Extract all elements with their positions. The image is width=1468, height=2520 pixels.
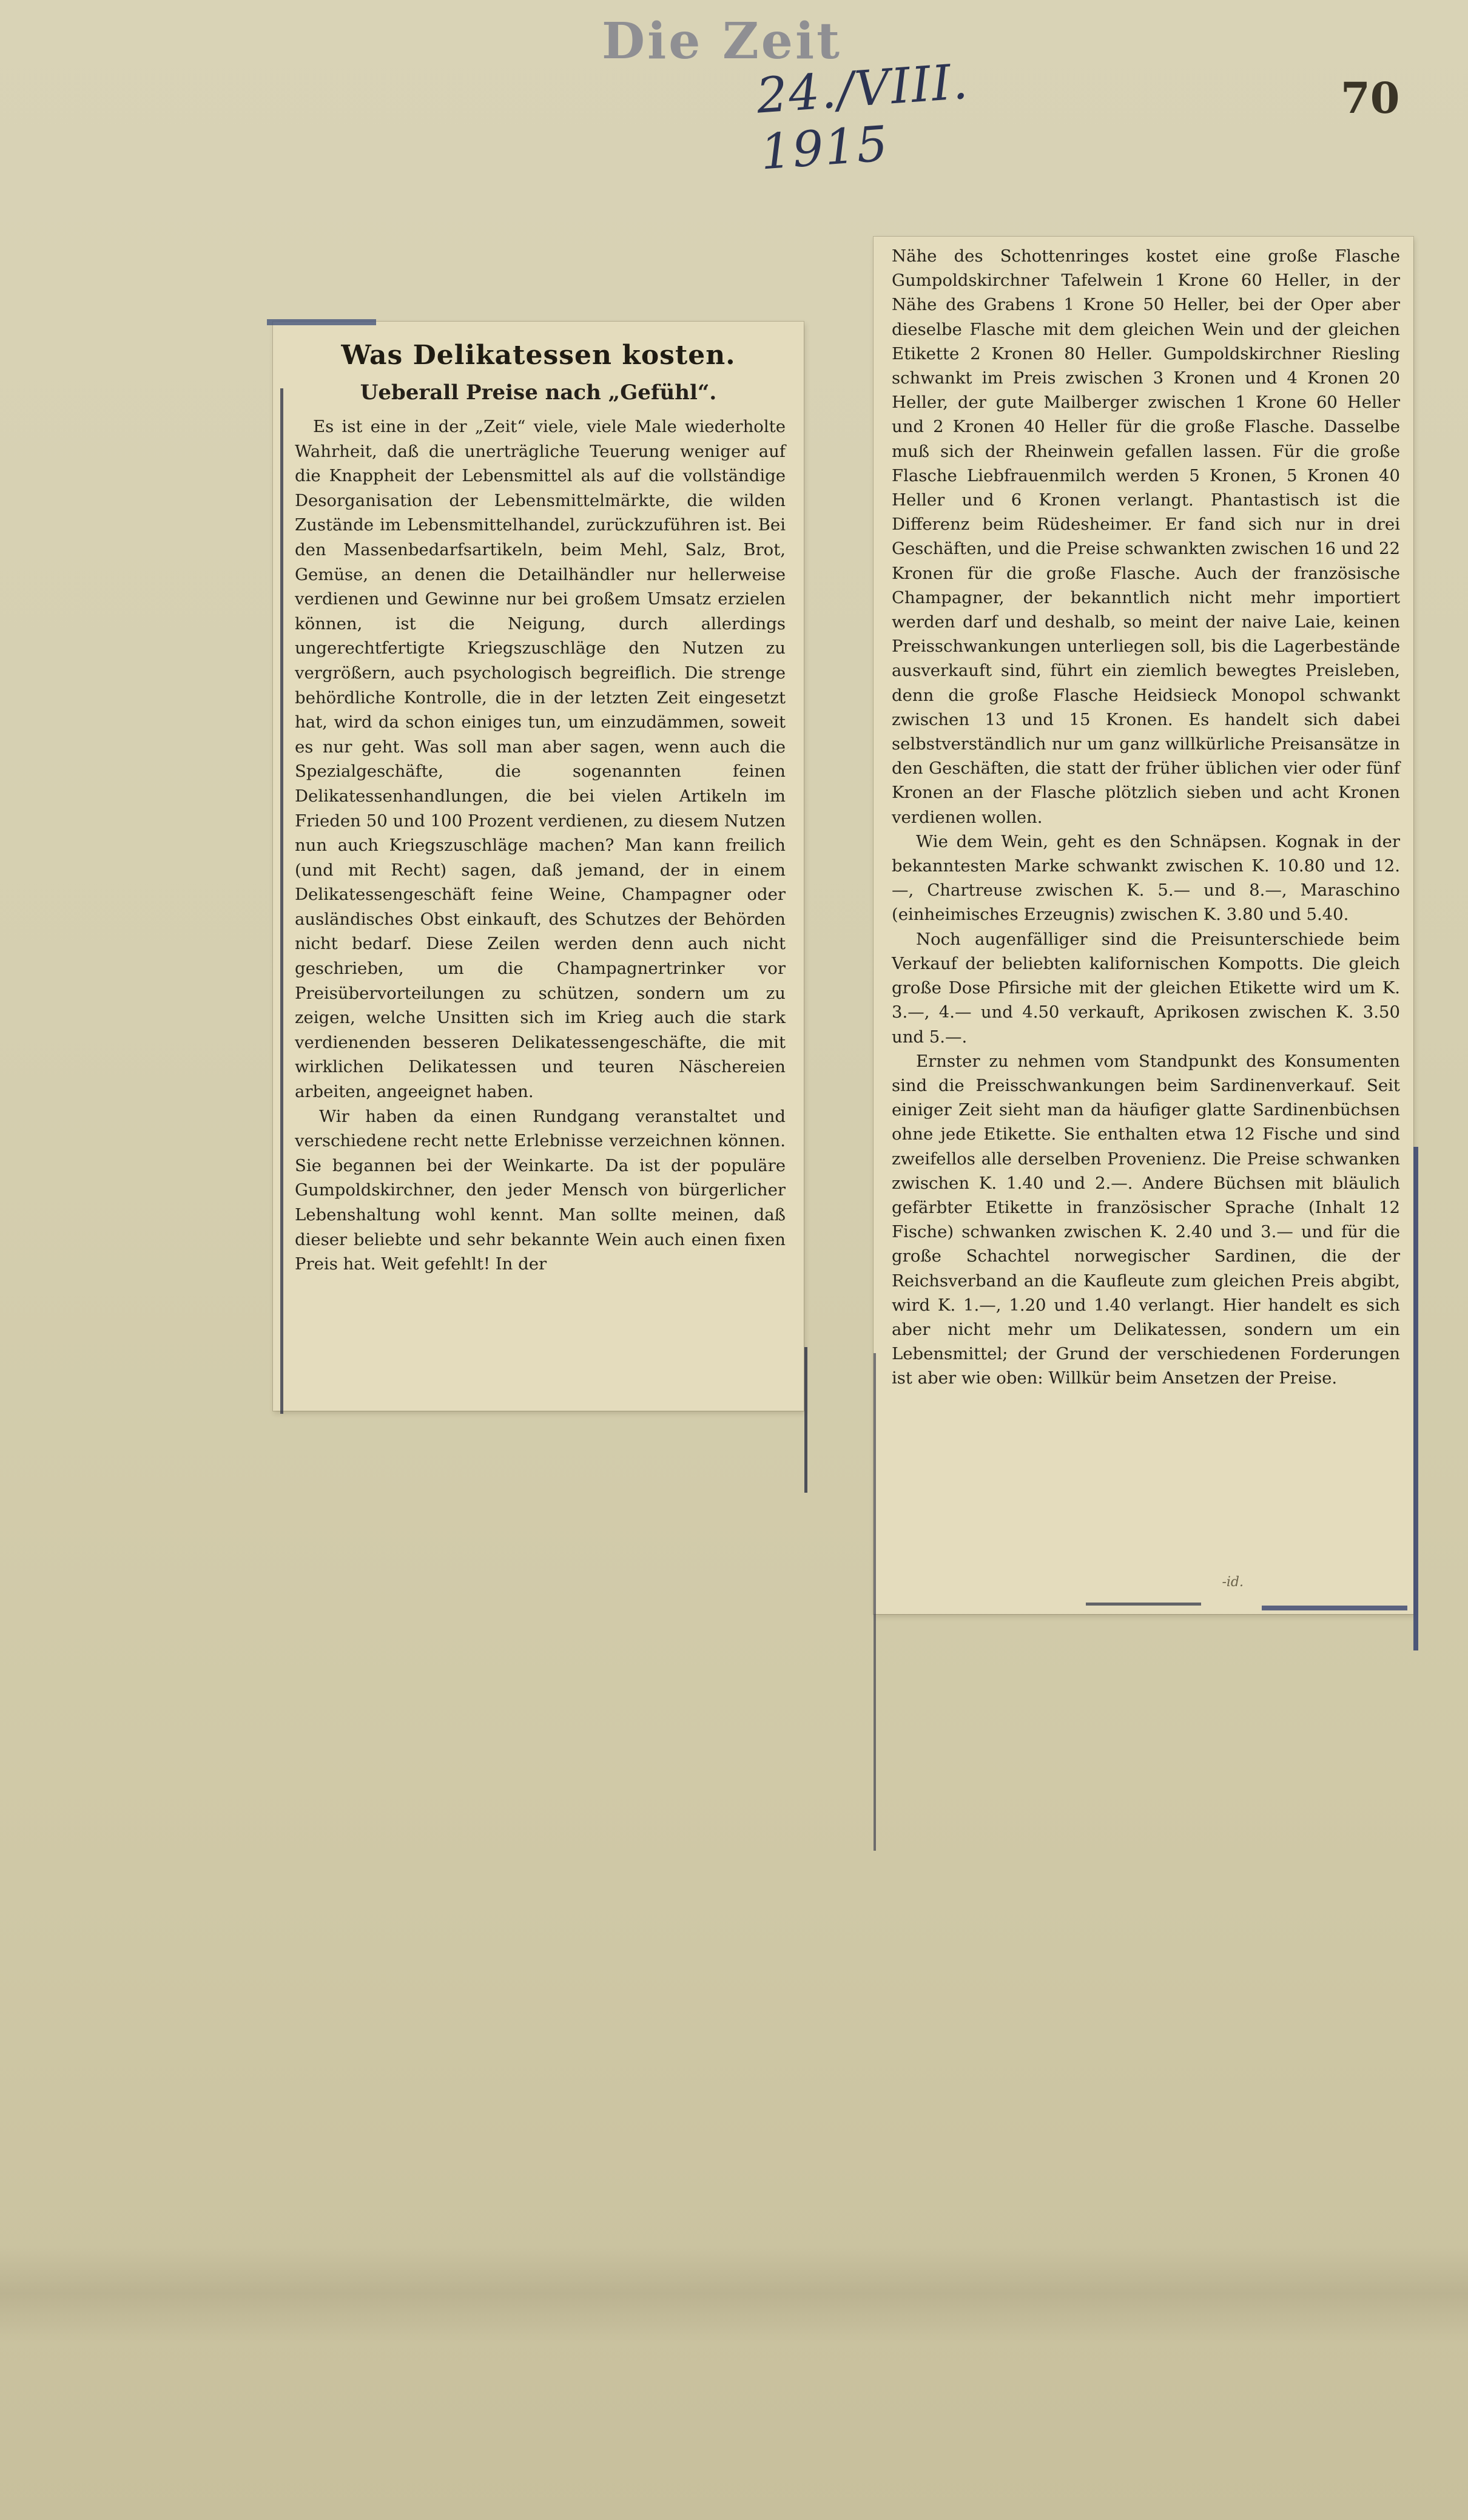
- column-rule: [1086, 1603, 1201, 1606]
- blue-pencil-mark: [1262, 1606, 1407, 1610]
- paragraph: Wie dem Wein, geht es den Schnäpsen. Kognak in der bekanntesten Marke schwankt zwischen K. 10.80 und 12.—, Chartreuse zwischen K. 5.— und 8.—, Maraschino (einheimisches Erzeugnis) zwischen K. 3.80 und 5.40.: [892, 831, 1400, 925]
- paragraph: Es ist eine in der „Zeit“ viele, viele Male wiederholte Wahrheit, daß die unerträgliche Teuerung weniger auf die Knappheit der Lebensmittel als auf die vollständige Desorganisation der Lebensmittelmärkte, die wilden Zustände im Lebensmittelhandel, zurückzuführen ist. Bei den Massenbedarfsartikeln, beim Mehl, Salz, Brot, Gemüse, an denen die Detailhändler nur hellerweise verdienen und Gewinne nur bei großem Umsatz erzielen können, ist die Neigung, durch allerdings ungerechtfertigte Kriegszuschläge den Nutzen zu vergrößern, auch psychologisch begreiflich. Die strenge behördliche Kontrolle, die in der letzten Zeit eingesetzt hat, wird da schon einiges tun, um einzudämmen, soweit es nur geht. Was soll man aber sagen, wenn auch die Spezialgeschäfte, die sogenannten feinen Delikatessenhandlungen, die bei vielen Artikeln im Frieden 50 und 100 Prozent verdienen, zu diesem Nutzen nun auch Kriegszuschläge machen? Man kann freilich (und mit Recht) sagen, daß jemand, der in einem Delikatessengeschäft feine Weine, Champagner oder ausländisches Obst einkauft, des Schutzes der Behörden nicht bedarf. Diese Zeilen werden denn auch nicht geschrieben, um die Champagnertrinker vor Preisübervorteilungen zu schützen, sondern um zu zeigen, welche Unsitten sich im Krieg auch die stark verdienenden besseren Delikatessengeschäfte, die mit wirklichen Delikatessen und teuren Näschereien arbeiten, angeeignet haben.: [295, 417, 786, 1102]
- paragraph: Noch augenfälliger sind die Preisunterschiede beim Verkauf der beliebten kalifornischen Kompotts. Die gleich große Dose Pfirsiche mit der gleichen Etikette wird um K. 3.—, 4.— und 4.50 verkauft, Aprikosen zwischen K. 3.50 und 5.—.: [892, 929, 1400, 1047]
- article-title: Was Delikatessen kosten.: [341, 340, 736, 371]
- paragraph: Ernster zu nehmen vom Standpunkt des Konsumenten sind die Preisschwankungen beim Sardinenverkauf. Seit einiger Zeit sieht man da häufiger glatte Sardinenbüchsen ohne jede Etikette. Sie enthalten etwa 12 Fische und sind zweifellos alle derselben Provenienz. Die Preise schwanken zwischen K. 1.40 und 2.—. Andere Büchsen mit bläulich gefärbter Etikette in französischer Sprache (Inhalt 12 Fische) schwanken zwischen K. 2.40 und 3.— und für die große Schachtel norwegischer Sardinen, die der Reichsverband an die Kaufleute zum gleichen Preis abgibt, wird K. 1.—, 1.20 und 1.40 verlangt. Hier handelt es sich aber nicht mehr um Delikatessen, sondern um ein Lebensmittel; der Grund der verschiedenen Forderungen ist aber wie oben: Willkür beim Ansetzen der Preise.: [892, 1051, 1400, 1388]
- blue-pencil-mark: [267, 319, 376, 325]
- handwritten-date: 24./VIII. 1915: [755, 53, 971, 181]
- clipping-left-column: [273, 322, 804, 1411]
- paragraph: Nähe des Schottenringes kostet eine große Flasche Gumpoldskirchner Tafelwein 1 Krone 60 Heller, in der Nähe des Grabens 1 Krone 50 Heller, bei der Oper aber dieselbe Flasche mit dem gleichen Wein und der gleichen Etikette 2 Kronen 80 Heller. Gumpoldskirchner Riesling schwankt im Preis zwischen 3 Kronen und 4 Kronen 20 Heller, der gute Mailberger zwischen 1 Krone 60 Heller und 2 Kronen 40 Heller für die große Flasche. Dasselbe muß sich der Rheinwein gefallen lassen. Für die große Flasche Liebfrauenmilch werden 5 Kronen, 5 Kronen 40 Heller und 6 Kronen verlangt. Phantastisch ist die Differenz beim Rüdesheimer. Er fand sich nur in drei Geschäften, und die Preise schwankten zwischen 16 und 22 Kronen für die große Flasche. Auch der französische Champagner, der bekanntlich nicht mehr importiert werden darf und deshalb, so meint der naive Laie, keinen Preisschwankungen unterliegen soll, bis die Lagerbestände ausverkauft sind, führt ein ziemlich bewegtes Preisleben, denn die große Flasche Heidsieck Monopol schwankt zwischen 13 und 15 Kronen. Es handelt sich dabei selbstverständlich nur um ganz willkürliche Preisansätze in den Geschäften, die statt der früher üblichen vier oder fünf Kronen an der Flasche plötzlich sieben und acht Kronen verdienen wollen.: [892, 246, 1400, 827]
- author-signature: -id.: [1222, 1575, 1244, 1590]
- newspaper-masthead: Die Zeit: [601, 12, 843, 70]
- paper-fold-shadow: [0, 2245, 1468, 2342]
- column-rule: [874, 1353, 876, 1851]
- article-body-left: [295, 414, 786, 1277]
- page-number: 70: [1341, 73, 1400, 123]
- clipping-right-column: [874, 237, 1413, 1614]
- article-body-right: [892, 244, 1400, 1391]
- column-rule: [1413, 1147, 1418, 1650]
- column-rule: [804, 1347, 807, 1493]
- column-rule: [280, 388, 283, 1414]
- article-subtitle: Ueberall Preise nach „Gefühl“.: [360, 380, 717, 405]
- paragraph: Wir haben da einen Rundgang veranstaltet und verschiedene recht nette Erlebnisse verzeichnen können. Sie begannen bei der Weinkarte. Da ist der populäre Gumpoldskirchner, den jeder Mensch von bürgerlicher Lebenshaltung wohl kennt. Man sollte meinen, daß dieser beliebte und sehr bekannte Wein auch einen fixen Preis hat. Weit gefehlt! In der: [295, 1106, 786, 1274]
